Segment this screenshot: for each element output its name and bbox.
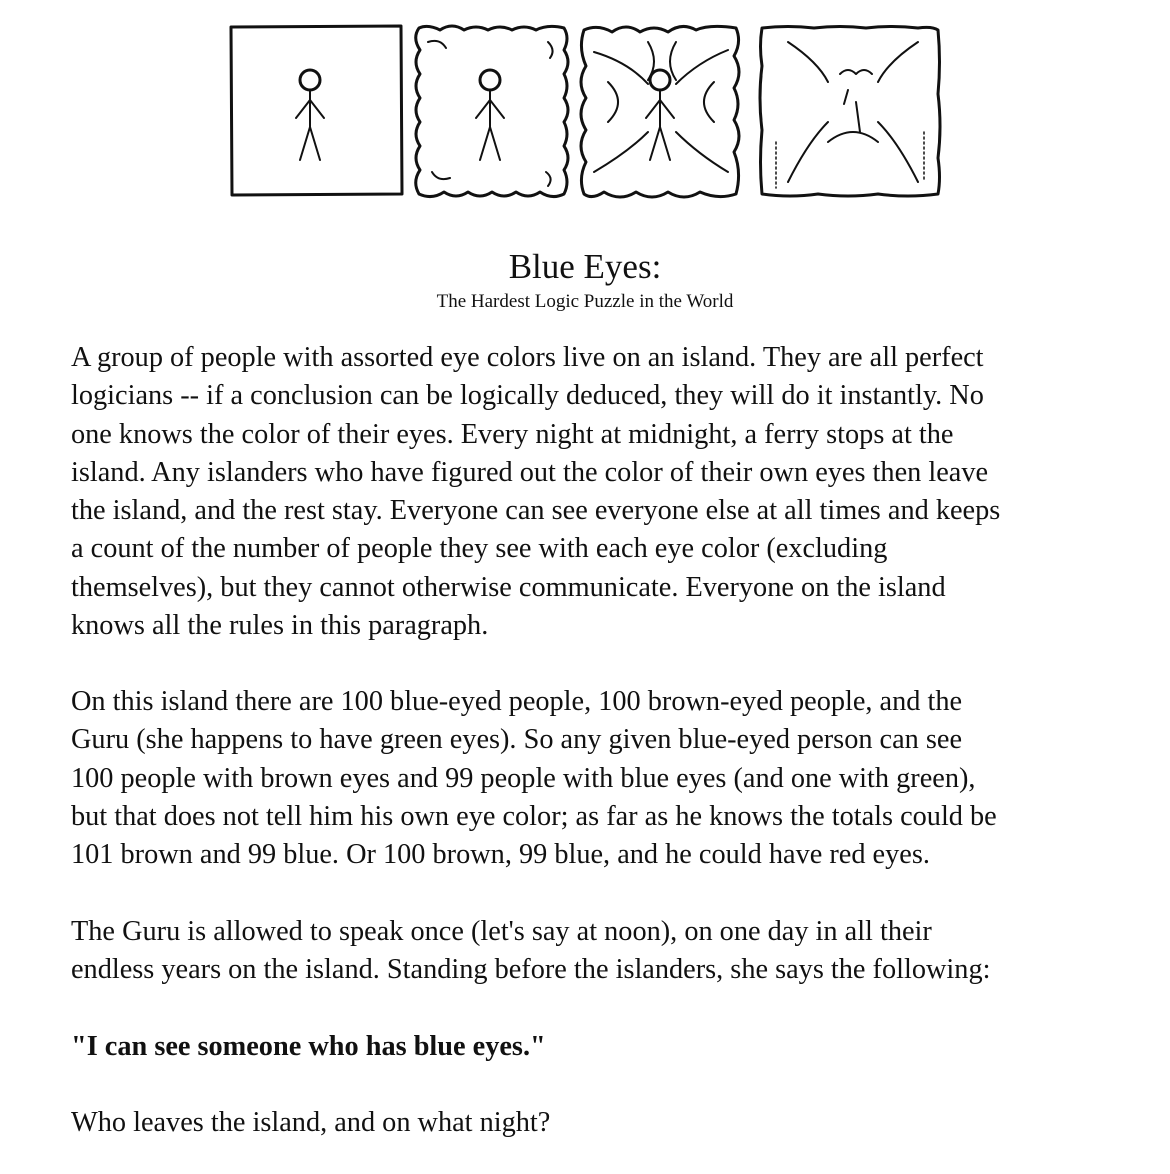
guru-quote: "I can see someone who has blue eyes."	[71, 1031, 546, 1062]
paragraph-line: 100 people with brown eyes and 99 people with blue eyes (and one with green),	[71, 762, 976, 794]
paragraph-line: The Guru is allowed to speak once (let's say at noon), on one day in all their	[71, 916, 932, 947]
paragraph-line: endless years on the island. Standing before the islanders, she says the following:	[71, 954, 991, 986]
page-title: Blue Eyes:	[508, 247, 662, 286]
puzzle-question: Who leaves the island, and on what night?	[71, 1107, 551, 1138]
paragraph-line: A group of people with assorted eye colors live on an island. They are all perfect	[71, 342, 984, 373]
paragraph-line: On this island there are 100 blue-eyed people, 100 brown-eyed people, and the	[71, 686, 963, 717]
paragraph-line: the island, and the rest stay. Everyone can see everyone else at all times and keeps	[71, 495, 1001, 527]
paragraph-line: one knows the color of their eyes. Every night at midnight, a ferry stops at the	[71, 418, 954, 450]
paragraph-line: knows all the rules in this paragraph.	[71, 610, 489, 642]
paragraph-guru	[71, 913, 1161, 990]
paragraph-line: logicians -- if a conclusion can be logically deduced, they will do it instantly. No	[71, 380, 984, 412]
comic-panel-3	[581, 26, 739, 197]
paragraph-line: but that does not tell him his own eye color; as far as he knows the totals could be	[71, 800, 997, 832]
comic-strip	[228, 22, 946, 202]
paragraph-line: island. Any islanders who have figured out the color of their own eyes then leave	[71, 456, 989, 488]
page-subtitle: The Hardest Logic Puzzle in the World	[436, 291, 734, 312]
paragraph-line: a count of the number of people they see with each eye color (excluding	[71, 533, 888, 565]
paragraph-line: themselves), but they cannot otherwise communicate. Everyone on the island	[71, 571, 946, 603]
paragraph-line: 101 brown and 99 blue. Or 100 brown, 99 blue, and he could have red eyes.	[71, 839, 930, 871]
comic-panel-1	[231, 26, 402, 195]
paragraph-line: Guru (she happens to have green eyes). So any given blue-eyed person can see	[71, 724, 963, 756]
paragraph-population	[71, 683, 1161, 874]
comic-panel-4	[760, 27, 940, 197]
comic-panel-2	[416, 26, 568, 197]
comic-strip-drawing	[228, 22, 946, 202]
paragraph-setup	[71, 339, 1161, 645]
